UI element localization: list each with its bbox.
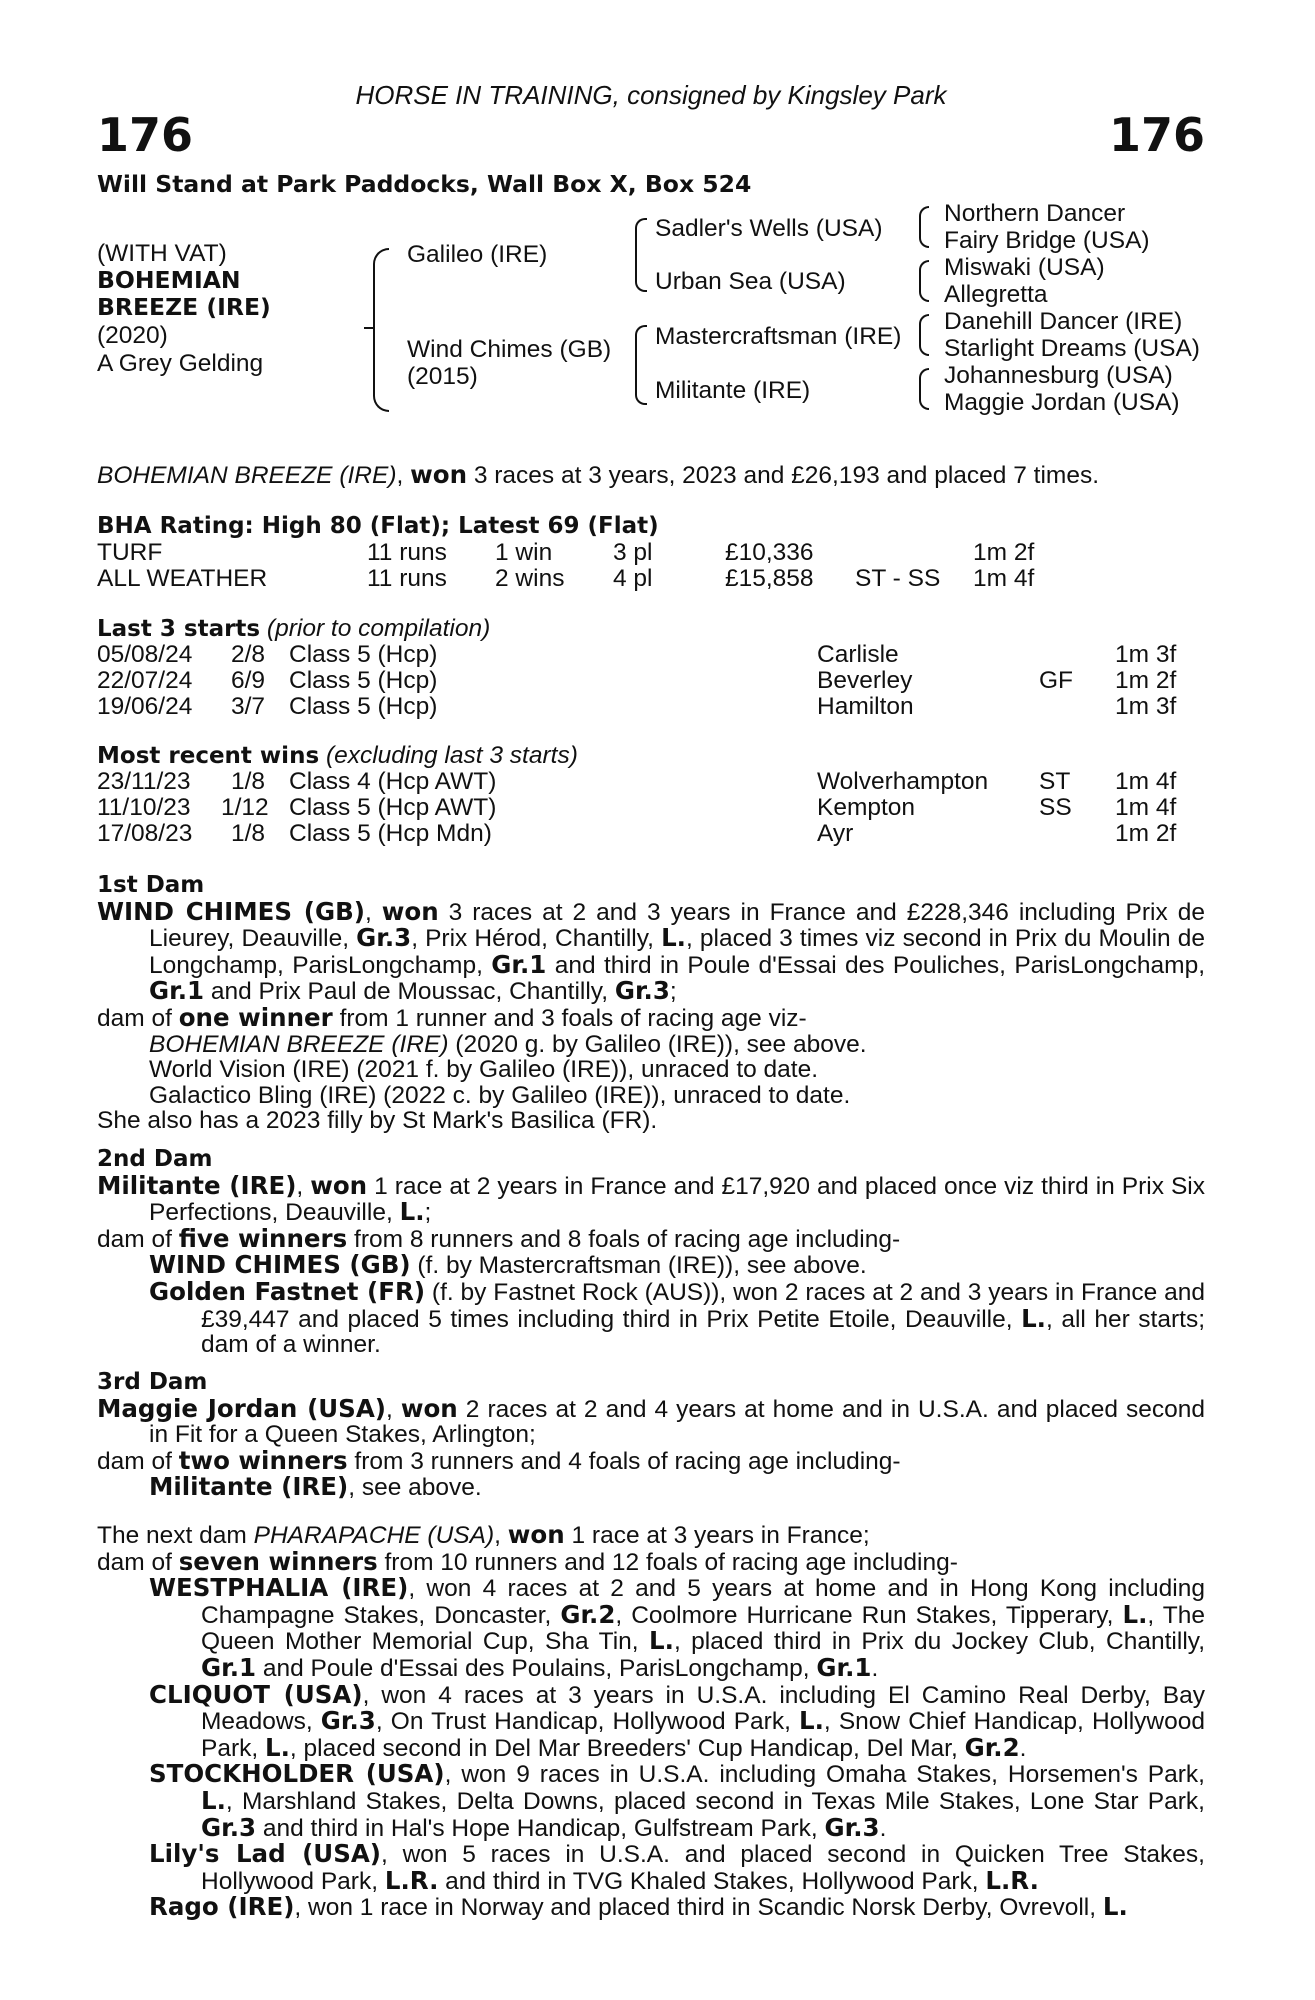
text: , Prix Hérod, Chantilly, — [411, 925, 662, 953]
rating-wins: 2 wins — [495, 565, 565, 592]
text: , Marshland Stakes, Delta Downs, placed second in Texas Mile Stakes, Lone Star Park, — [225, 1787, 1205, 1815]
start-distance: 1m 3f — [1115, 641, 1177, 668]
produce-name: Golden Fastnet (FR) — [149, 1276, 426, 1306]
produce-item — [97, 1252, 1205, 1279]
summary-horse-name: BOHEMIAN BREEZE (IRE) — [97, 462, 397, 489]
won-label: won — [400, 1393, 458, 1423]
text: dam of — [97, 1004, 179, 1032]
sire-sire-name: Sadler's Wells (USA) — [655, 215, 883, 242]
next-dam-section — [97, 1522, 1205, 1921]
text: dam of — [97, 1548, 179, 1576]
last3-heading-italic: (prior to compilation) — [260, 615, 491, 642]
win-course: Wolverhampton — [817, 768, 989, 795]
winners-count: seven winners — [178, 1546, 378, 1576]
race-summary: BOHEMIAN BREEZE (IRE), won 3 races at 3 years, 2023 and £26,193 and placed 7 times. — [97, 460, 1100, 489]
win-course: Ayr — [817, 820, 854, 847]
second-dam-heading: 2nd Dam — [97, 1146, 213, 1172]
lot-number-left: 176 — [97, 108, 194, 162]
grade: Gr.1 — [491, 949, 547, 979]
text: and Poule d'Essai des Poulains, ParisLongchamp, — [256, 1654, 817, 1682]
text: The next dam — [97, 1522, 254, 1549]
grade: Gr.2 — [560, 1599, 616, 1629]
second-dam-produce — [97, 1223, 1205, 1253]
rating-runs: 11 runs — [367, 565, 447, 592]
text: , Snow Chief Handicap, Hollywood Park, — [201, 1708, 1205, 1762]
produce-item — [97, 1761, 1205, 1841]
win-date: 17/08/23 — [97, 820, 193, 847]
start-distance: 1m 2f — [1115, 667, 1177, 694]
text: from 8 runners and 8 foals of racing age including- — [347, 1225, 901, 1253]
text: 1 race at 2 years in France and £17,920 and placed once viz third in Prix Six Perfections, Deauville, — [149, 1172, 1205, 1227]
recent-win-row — [97, 768, 1205, 794]
rating-money: £10,336 — [725, 539, 814, 566]
text: , The Queen Mother Memorial Cup, Sha Tin, — [201, 1601, 1206, 1656]
first-dam-produce — [97, 1002, 1205, 1032]
winners-count: five winners — [178, 1223, 348, 1253]
text: , placed third in Prix du Jockey Club, Chantilly, — [673, 1628, 1205, 1656]
start-course: Hamilton — [817, 693, 914, 720]
last3-heading-bold: Last 3 starts — [97, 616, 261, 642]
summary-won: won — [410, 460, 468, 489]
ggp-name: Miswaki (USA) — [944, 254, 1105, 281]
text: , won 5 races in U.S.A. and placed second in Quicken Tree Stakes, Hollywood Park, — [201, 1841, 1205, 1895]
text: from 3 runners and 4 foals of racing age including- — [347, 1447, 901, 1475]
ggp-name: Allegretta — [944, 281, 1048, 308]
grade: L. — [201, 1785, 226, 1815]
text: , all her starts; dam of a winner. — [201, 1305, 1205, 1359]
ggp-brace-3 — [919, 314, 929, 356]
last3-row — [97, 693, 1205, 719]
grade: L. — [399, 1197, 425, 1227]
text: ; — [424, 1199, 432, 1227]
first-dam-heading: 1st Dam — [97, 872, 205, 898]
text: . — [1019, 1734, 1027, 1762]
summary-rest: 3 races at 3 years, 2023 and £26,193 and placed 7 times. — [467, 462, 1100, 489]
start-race: Class 5 (Hcp) — [289, 667, 438, 694]
start-position: 6/9 — [231, 667, 266, 694]
text: 1 race at 3 years in France; — [564, 1522, 870, 1549]
win-going: ST — [1039, 768, 1071, 795]
ggp-brace-1 — [919, 206, 929, 248]
recent-wins-heading-bold: Most recent wins — [97, 743, 320, 769]
won-label: won — [310, 1170, 368, 1200]
rating-placed: 4 pl — [613, 565, 653, 592]
first-dam-name: WIND CHIMES (GB) — [97, 896, 365, 926]
dam-sire-name: Mastercraftsman (IRE) — [655, 323, 902, 350]
rating-money: £15,858 — [725, 565, 814, 592]
ggp-name: Fairy Bridge (USA) — [944, 227, 1150, 254]
text: , Coolmore Hurricane Run Stakes, Tipperary, — [615, 1601, 1123, 1629]
win-position: 1/12 — [221, 794, 269, 821]
win-race: Class 4 (Hcp AWT) — [289, 768, 497, 795]
win-date: 11/10/23 — [97, 794, 191, 821]
bha-rating-heading: BHA Rating: High 80 (Flat); Latest 69 (Flat) — [97, 513, 659, 539]
recent-wins-heading-italic: (excluding last 3 starts) — [319, 742, 578, 769]
next-dam-name: PHARAPACHE (USA) — [253, 1522, 495, 1549]
rating-surface: ALL WEATHER — [97, 565, 268, 592]
text: , see above. — [348, 1474, 482, 1502]
text: (2020 g. by Galileo (IRE)), see above. — [448, 1030, 867, 1058]
produce-name: WIND CHIMES (GB) — [149, 1250, 411, 1280]
text: (f. by Fastnet Rock (AUS)), won 2 races at 2 and 3 years in France and £39,447 and placed 5 times including third in Prix Petite Etoile, Deauville, — [201, 1278, 1205, 1333]
vat-note: (WITH VAT) — [97, 240, 227, 267]
produce-name: STOCKHOLDER (USA) — [149, 1759, 445, 1789]
pedigree-brace-main — [373, 248, 389, 412]
produce-name: Rago (IRE) — [149, 1892, 295, 1922]
first-dam-section — [97, 873, 1205, 1134]
ggp-name: Johannesburg (USA) — [944, 362, 1173, 389]
winners-count: one winner — [178, 1002, 333, 1032]
rating-row-turf — [97, 539, 1205, 565]
text: . — [871, 1654, 879, 1682]
second-dam-record: Militante (IRE), won 1 race at 2 years in France and £17,920 and placed once viz third in Prix Six Perfections, Deauville, L.; — [97, 1170, 1205, 1227]
rating-surface: TURF — [97, 539, 163, 566]
win-date: 23/11/23 — [97, 768, 191, 795]
produce-item — [97, 1032, 1205, 1058]
start-course: Carlisle — [817, 641, 899, 668]
start-course: Beverley — [817, 667, 913, 694]
recent-win-row — [97, 820, 1205, 846]
text: , won 4 races at 3 years in U.S.A. including El Camino Real Derby, Bay Meadows, — [201, 1681, 1205, 1736]
win-distance: 1m 4f — [1115, 768, 1177, 795]
horse-name-line2: BREEZE (IRE) — [97, 293, 271, 321]
rating-runs: 11 runs — [367, 539, 447, 566]
text: ; — [669, 978, 677, 1006]
lot-number-right: 176 — [1108, 108, 1205, 162]
produce-name: Lily's Lad (USA) — [149, 1839, 381, 1869]
grade: L.R. — [384, 1865, 439, 1895]
text: (f. by Mastercraftsman (IRE)), see above. — [410, 1252, 867, 1280]
start-position: 3/7 — [231, 693, 266, 720]
text: and third in Poule d'Essai des Pouliches, ParisLongchamp, — [546, 951, 1206, 979]
third-dam-name: Maggie Jordan (USA) — [97, 1393, 386, 1423]
text: dam of — [97, 1225, 179, 1253]
rating-distance: 1m 2f — [973, 539, 1035, 566]
ggp-brace-4 — [919, 368, 929, 410]
grade: Gr.3 — [320, 1706, 376, 1736]
first-dam-note: She also has a 2023 filly by St Mark's Basilica (FR). — [97, 1107, 658, 1135]
ggp-brace-2 — [919, 260, 929, 302]
rating-placed: 3 pl — [613, 539, 653, 566]
dam-dam-name: Militante (IRE) — [655, 377, 811, 404]
start-distance: 1m 3f — [1115, 693, 1177, 720]
text: , On Trust Handicap, Hollywood Park, — [375, 1708, 799, 1736]
produce-item — [97, 1474, 1205, 1501]
grade: L. — [265, 1732, 290, 1762]
win-distance: 1m 2f — [1115, 820, 1177, 847]
text: from 10 runners and 12 foals of racing age including- — [377, 1548, 958, 1576]
next-dam-produce — [97, 1546, 1205, 1576]
ggp-name: Northern Dancer — [944, 200, 1126, 227]
produce-name: BOHEMIAN BREEZE (IRE) — [149, 1030, 449, 1058]
win-position: 1/8 — [231, 820, 266, 847]
horse-name-line1: BOHEMIAN — [97, 266, 241, 294]
grade: Gr.1 — [149, 976, 205, 1006]
recent-win-row — [97, 794, 1205, 820]
start-race: Class 5 (Hcp) — [289, 641, 438, 668]
sire-name: Galileo (IRE) — [407, 241, 548, 268]
ggp-name: Danehill Dancer (IRE) — [944, 308, 1183, 335]
rating-row-all-weather — [97, 565, 1205, 591]
first-dam-record: WIND CHIMES (GB), won 3 races at 2 and 3 years in France and £228,346 including Prix de Lieurey, Deauville, Gr.3, Prix Hérod, Chantilly, L., placed 3 times viz second in Prix du Moulin de Longchamp, ParisLongchamp, Gr.1 and third in Poule d'Essai des Pouliches, ParisLongchamp, Gr.1 and Prix Paul de Moussac, Chantilly, Gr.3; — [97, 896, 1206, 1006]
last3-heading — [97, 615, 490, 643]
sire-dam-name: Urban Sea (USA) — [655, 268, 846, 295]
text: 3 races at 2 and 3 years in France and £228,346 including Prix de Lieurey, Deauville, — [149, 898, 1205, 953]
winners-count: two winners — [178, 1445, 348, 1475]
text: , placed 3 times viz second in Prix du Moulin de Longchamp, ParisLongchamp, — [149, 925, 1205, 979]
grade: L. — [798, 1706, 824, 1736]
text: from 1 runner and 3 foals of racing age viz- — [332, 1004, 807, 1032]
ggp-name: Starlight Dreams (USA) — [944, 335, 1200, 362]
start-race: Class 5 (Hcp) — [289, 693, 438, 720]
win-race: Class 5 (Hcp Mdn) — [289, 820, 492, 847]
recent-wins-heading — [97, 742, 578, 770]
grade: L. — [661, 923, 686, 953]
consigner-line: HORSE IN TRAINING, consigned by Kingsley Park — [355, 80, 947, 110]
grade: L. — [1122, 1599, 1148, 1629]
win-distance: 1m 4f — [1115, 794, 1177, 821]
produce-item — [97, 1276, 1205, 1359]
grade: L.R. — [985, 1865, 1039, 1895]
grade: L. — [1102, 1892, 1128, 1922]
produce-item: World Vision (IRE) (2021 f. by Galileo (IRE)), unraced to date. — [149, 1056, 819, 1084]
rating-going: ST - SS — [855, 565, 941, 592]
third-dam-record: Maggie Jordan (USA), won 2 races at 2 and 4 years at home and in U.S.A. and placed second in Fit for a Queen Stakes, Arlington; — [97, 1393, 1205, 1449]
text: and third in Hal's Hope Handicap, Gulfstream Park, — [256, 1814, 825, 1842]
next-dam-record — [97, 1522, 1205, 1549]
text: , won 9 races in U.S.A. including Omaha Stakes, Horsemen's Park, — [444, 1761, 1205, 1789]
third-dam-heading: 3rd Dam — [97, 1369, 208, 1395]
second-dam-name: Militante (IRE) — [97, 1170, 297, 1200]
grade: Gr.1 — [201, 1652, 257, 1682]
text: dam of — [97, 1447, 179, 1475]
dam-brace — [635, 325, 647, 405]
grade: Gr.3 — [614, 976, 670, 1006]
sire-brace — [635, 218, 647, 292]
text: , placed second in Del Mar Breeders' Cup Handicap, Del Mar, — [289, 1734, 965, 1762]
grade: Gr.2 — [964, 1732, 1020, 1762]
win-race: Class 5 (Hcp AWT) — [289, 794, 497, 821]
grade: L. — [649, 1626, 674, 1656]
start-date: 05/08/24 — [97, 641, 193, 668]
produce-item — [97, 1841, 1205, 1894]
text: , won 4 races at 2 and 5 years at home and in Hong Kong including Champagne Stakes, Doncaster, — [201, 1575, 1206, 1629]
text: 2 races at 2 and 4 years at home and in U.S.A. and placed second in Fit for a Queen Stakes, Arlington; — [149, 1395, 1205, 1449]
horse-description: A Grey Gelding — [97, 350, 264, 377]
rating-wins: 1 win — [495, 539, 553, 566]
start-date: 19/06/24 — [97, 693, 193, 720]
second-dam-section — [97, 1147, 1205, 1358]
text: and third in TVG Khaled Stakes, Hollywood Park, — [438, 1867, 986, 1895]
third-dam-section — [97, 1370, 1205, 1501]
third-dam-produce — [97, 1445, 1205, 1475]
start-going: GF — [1039, 667, 1074, 694]
grade: L. — [1021, 1303, 1046, 1333]
win-going: SS — [1039, 794, 1072, 821]
text: and Prix Paul de Moussac, Chantilly, — [204, 978, 615, 1006]
grade: Gr.3 — [356, 923, 412, 953]
last3-row — [97, 667, 1205, 693]
win-course: Kempton — [817, 794, 916, 821]
produce-item — [97, 1894, 1205, 1921]
produce-name: CLIQUOT (USA) — [149, 1679, 363, 1709]
dam-name: Wind Chimes (GB) — [407, 336, 612, 363]
horse-foaled-year: (2020) — [97, 322, 168, 349]
text: , — [494, 1522, 508, 1549]
produce-item: Galactico Bling (IRE) (2022 c. by Galileo (IRE)), unraced to date. — [149, 1081, 851, 1109]
produce-item — [97, 1575, 1205, 1681]
win-position: 1/8 — [231, 768, 266, 795]
produce-item — [97, 1679, 1205, 1762]
grade: Gr.3 — [201, 1812, 257, 1842]
produce-name: WESTPHALIA (IRE) — [149, 1573, 409, 1603]
dam-year: (2015) — [407, 363, 478, 390]
stand-location: Will Stand at Park Paddocks, Wall Box X, Box 524 — [97, 170, 752, 198]
ggp-name: Maggie Jordan (USA) — [944, 389, 1180, 416]
start-date: 22/07/24 — [97, 667, 193, 694]
rating-distance: 1m 4f — [973, 565, 1035, 592]
text: , won 1 race in Norway and placed third in Scandic Norsk Derby, Ovrevoll, — [294, 1894, 1103, 1922]
last3-row — [97, 641, 1205, 667]
pedigree-brace-main-tip — [364, 327, 373, 329]
grade: Gr.3 — [824, 1812, 880, 1842]
won-label: won — [381, 896, 439, 926]
grade: Gr.1 — [816, 1652, 872, 1682]
won-label: won — [507, 1520, 565, 1549]
produce-name: Militante (IRE) — [149, 1472, 349, 1502]
text: . — [879, 1814, 887, 1842]
start-position: 2/8 — [231, 641, 266, 668]
